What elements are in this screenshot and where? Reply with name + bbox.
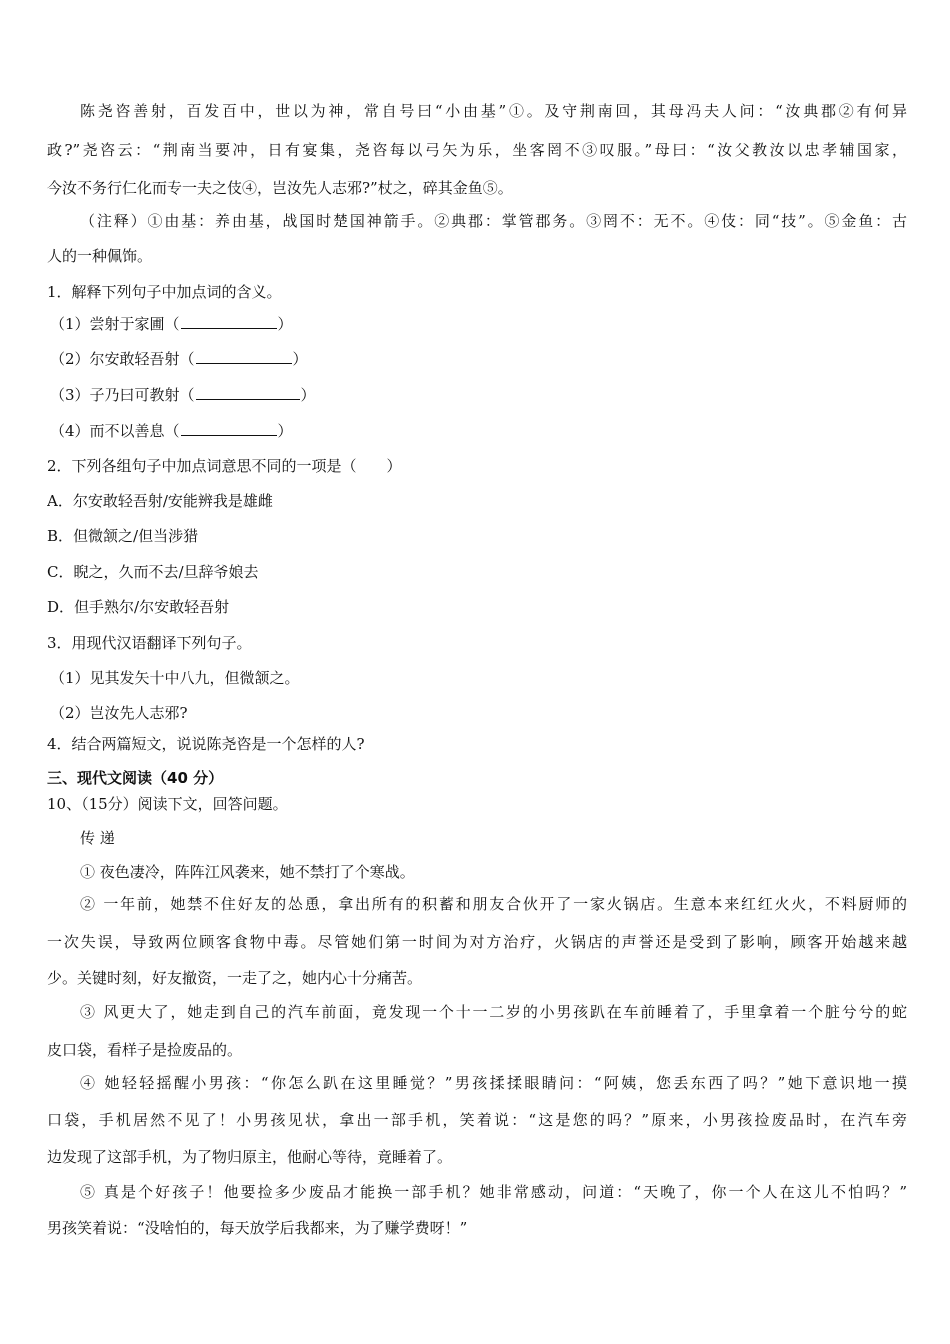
- item-close: ）: [277, 422, 293, 440]
- item-text: （2）尔安敢轻吾射（: [50, 350, 195, 368]
- section-heading: 三、现代文阅读（40 分）: [47, 769, 224, 787]
- story-paragraph: ⑤ 真是个好孩子！他要捡多少废品才能换一部手机？她非常感动，问道：“天晚了，你一个人在这儿不怕吗？”: [80, 1183, 907, 1201]
- answer-blank[interactable]: [181, 314, 277, 329]
- item-text: （3）子乃曰可教射（: [50, 386, 195, 404]
- story-paragraph: 口袋，手机居然不见了！小男孩见状，拿出一部手机，笑着说：“这是您的吗？”原来，小男孩捡废品时，在汽车旁: [47, 1111, 907, 1129]
- question-10-title: 10、（15分）阅读下文，回答问题。: [47, 795, 288, 813]
- answer-blank[interactable]: [196, 385, 300, 400]
- item-close: ）: [277, 315, 293, 333]
- question-close: ）: [386, 457, 402, 475]
- story-paragraph: 男孩笑着说：“没啥怕的，每天放学后我都来，为了赚学费呀！”: [47, 1219, 468, 1237]
- story-paragraph: 边发现了这部手机，为了物归原主，他耐心等待，竟睡着了。: [47, 1148, 453, 1166]
- question-1-item: [50, 349, 910, 369]
- item-close: ）: [300, 386, 316, 404]
- passage-note: 人的一种佩饰。: [47, 247, 153, 265]
- story-paragraph: ④ 她轻轻摇醒小男孩：“你怎么趴在这里睡觉？”男孩揉揉眼睛问：“阿姨，您丢东西了吗？”她下意识地一摸: [80, 1074, 907, 1092]
- question-4-title: 4．结合两篇短文，说说陈尧咨是一个怎样的人?: [47, 735, 365, 753]
- item-close: ）: [292, 350, 308, 368]
- answer-blank[interactable]: [181, 421, 277, 436]
- passage-note: （注释）①由基：养由基，战国时楚国神箭手。②典郡：掌管郡务。③罔不：无不。④伎：同“技”。⑤金鱼：古: [80, 212, 907, 230]
- story-paragraph: ③ 风更大了，她走到自己的汽车前面，竟发现一个十一二岁的小男孩趴在车前睡着了，手里拿着一个脏兮兮的蛇: [80, 1003, 907, 1021]
- story-title: 传 递: [80, 829, 115, 847]
- passage-line: 今汝不务行仁化而专一夫之伎④，岂汝先人志邪?”杖之，碎其金鱼⑤。: [47, 179, 513, 197]
- option-c: C．睨之，久而不去/旦辞爷娘去: [47, 563, 259, 581]
- option-a: A．尔安敢轻吾射/安能辨我是雄雌: [47, 492, 273, 510]
- answer-blank[interactable]: [196, 349, 292, 364]
- option-d: D．但手熟尔/尔安敢轻吾射: [47, 598, 230, 616]
- story-paragraph: 皮口袋，看样子是捡废品的。: [47, 1041, 243, 1059]
- question-3-item: （1）见其发矢十中八九，但微颔之。: [50, 669, 300, 687]
- story-paragraph: ① 夜色凄冷，阵阵江风袭来，她不禁打了个寒战。: [80, 863, 415, 881]
- question-3-item: （2）岂汝先人志邪?: [50, 704, 188, 722]
- item-text: （4）而不以善息（: [50, 422, 180, 440]
- question-2-title: [47, 456, 907, 476]
- question-1-title: 1．解释下列句子中加点词的含义。: [47, 283, 282, 301]
- story-paragraph: 一次失误，导致两位顾客食物中毒。尽管她们第一时间为对方治疗，火锅店的声誉还是受到了影响，顾客开始越来越: [47, 933, 907, 951]
- item-text: （1）尝射于家圃（: [50, 315, 180, 333]
- story-paragraph: 少。关键时刻，好友撤资，一走了之，她内心十分痛苦。: [47, 969, 423, 987]
- option-b: B．但微颔之/但当涉猎: [47, 527, 199, 545]
- passage-line: 政?”尧咨云：“荆南当要冲，日有宴集，尧咨每以弓矢为乐，坐客罔不③叹服。”母曰：“汝父教汝以忠孝辅国家，: [47, 141, 907, 159]
- question-3-title: 3．用现代汉语翻译下列句子。: [47, 634, 252, 652]
- story-paragraph: ② 一年前，她禁不住好友的怂恿，拿出所有的积蓄和朋友合伙开了一家火锅店。生意本来红红火火，不料厨师的: [80, 895, 907, 913]
- question-1-item: [50, 421, 910, 441]
- question-text: 2．下列各组句子中加点词意思不同的一项是（: [47, 457, 357, 475]
- question-1-item: [50, 314, 910, 334]
- question-1-item: [50, 385, 910, 405]
- passage-line: 陈尧咨善射，百发百中，世以为神，常自号曰“小由基”①。及守荆南回，其母冯夫人问：“汝典郡②有何异: [80, 102, 907, 120]
